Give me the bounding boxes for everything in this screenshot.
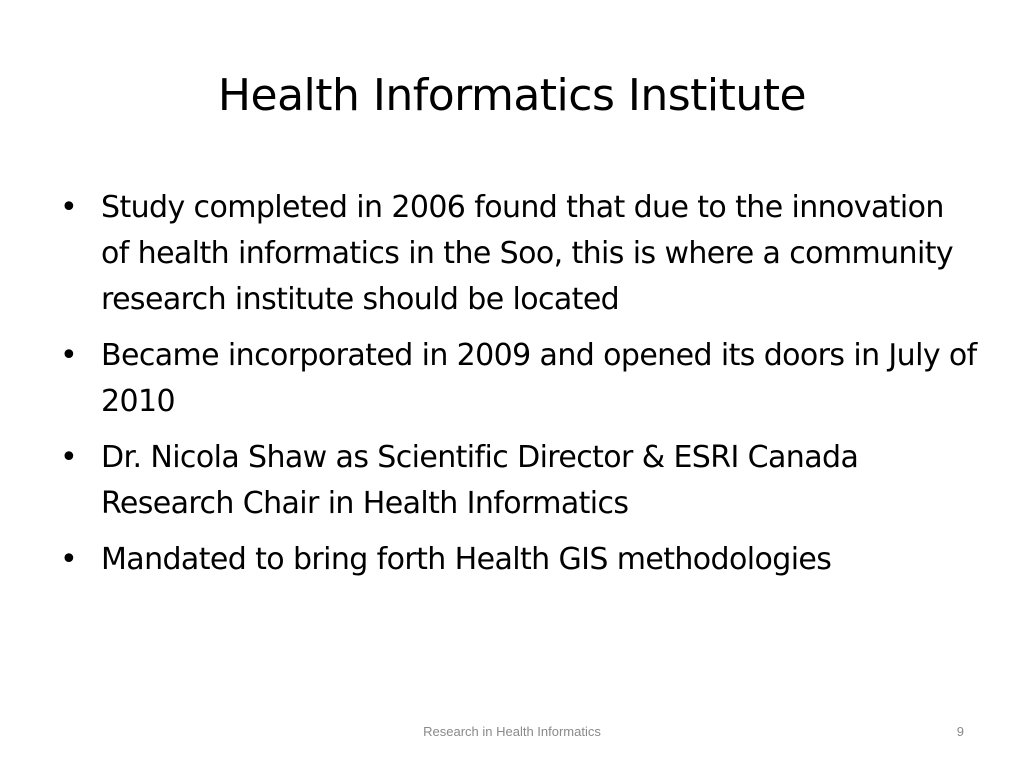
bullet-item: [60, 333, 980, 425]
bullet-list: [60, 185, 980, 593]
bullet-dot: •: [60, 190, 78, 225]
bullet-dot: •: [60, 542, 78, 577]
bullet-text: Mandated to bring forth Health GIS methodologies: [101, 542, 832, 577]
slide-footer: Research in Health Informatics: [423, 724, 601, 739]
bullet-item: [60, 537, 980, 583]
bullet-item: [60, 435, 980, 527]
slide-page-number: 9: [956, 724, 964, 739]
bullet-dot: •: [60, 338, 78, 373]
bullet-dot: •: [60, 440, 78, 475]
bullet-text: Study completed in 2006 found that due to the innovation of health informatics in the Soo, this is where a community research institute should be located: [101, 190, 954, 317]
slide-title: Health Informatics Institute: [217, 70, 807, 121]
bullet-text: Became incorporated in 2009 and opened its doors in July of 2010: [101, 338, 977, 419]
bullet-text: Dr. Nicola Shaw as Scientific Director & ESRI Canada Research Chair in Health Informatics: [101, 440, 859, 521]
bullet-item: [60, 185, 980, 323]
